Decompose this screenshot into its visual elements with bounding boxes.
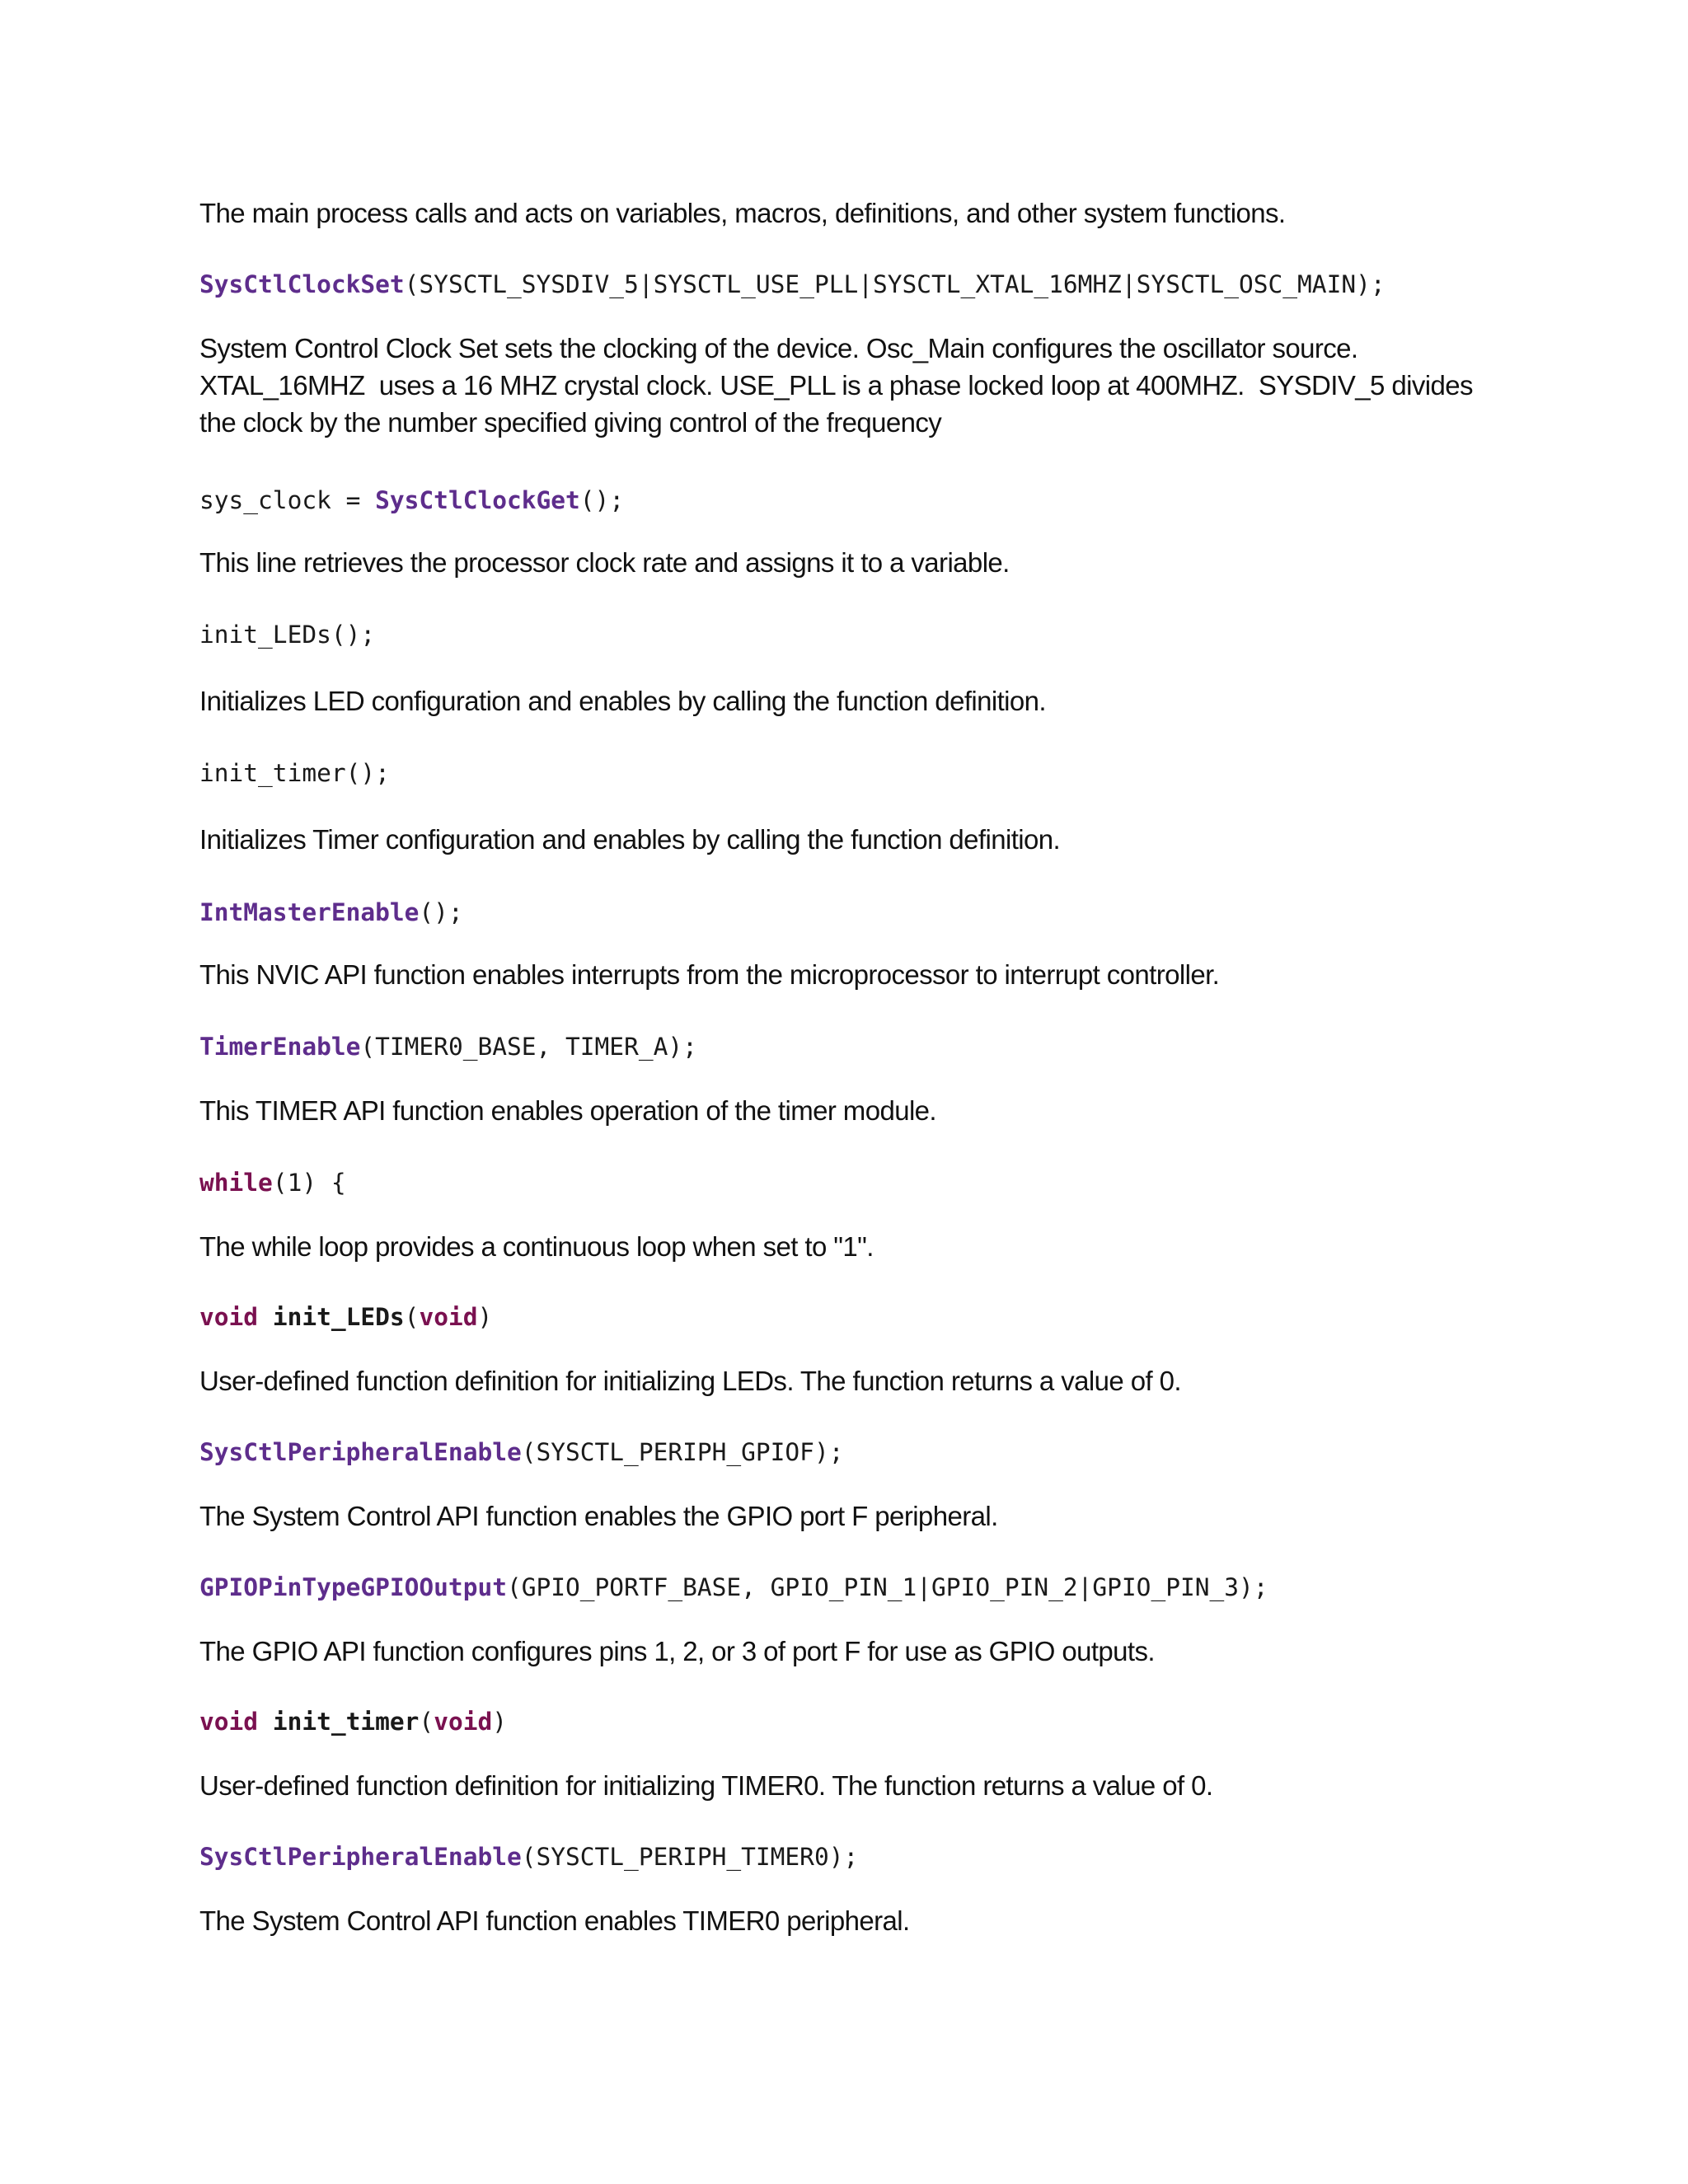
- code-line-init-leds-call: init_LEDs();: [199, 621, 376, 649]
- function-args: (TIMER0_BASE, TIMER_A);: [360, 1033, 697, 1061]
- description-line: the clock by the number specified giving control of the frequency: [199, 407, 942, 438]
- code-line-init-leds-definition: [199, 1301, 492, 1333]
- code-line-sysctlperipheralenable-gpiof: [199, 1436, 843, 1469]
- code-line-gpiopintypegpiooutput: [199, 1571, 1268, 1604]
- assignment-target: sys_clock =: [199, 486, 376, 514]
- description-line: Initializes Timer configuration and enables by calling the function definition.: [199, 824, 1061, 855]
- function-name: SysCtlPeripheralEnable: [199, 1843, 522, 1871]
- description-line: This TIMER API function enables operation of the timer module.: [199, 1095, 937, 1126]
- return-type-keyword: void: [199, 1708, 259, 1736]
- description-line: User-defined function definition for initializing TIMER0. The function returns a value of 0.: [199, 1770, 1213, 1801]
- function-args: ();: [579, 486, 625, 514]
- function-name: SysCtlPeripheralEnable: [199, 1438, 522, 1466]
- code-line-sysctlclockset: [199, 268, 1386, 301]
- function-name: init_LEDs: [272, 1303, 405, 1331]
- intro-paragraph: The main process calls and acts on variables, macros, definitions, and other system functions.: [199, 198, 1286, 228]
- description-line: XTAL_16MHZ uses a 16 MHZ crystal clock. USE_PLL is a phase locked loop at 400MHZ. SYSDIV_5 divides: [199, 370, 1473, 401]
- open-paren: (: [419, 1708, 434, 1736]
- function-name: TimerEnable: [199, 1033, 361, 1061]
- description-line: The while loop provides a continuous loop when set to "1".: [199, 1231, 874, 1262]
- return-type-keyword: void: [199, 1303, 259, 1331]
- description-line: The System Control API function enables the GPIO port F peripheral.: [199, 1501, 998, 1531]
- param-keyword: void: [434, 1708, 493, 1736]
- function-args: (SYSCTL_PERIPH_GPIOF);: [521, 1438, 844, 1466]
- code-line-intmasterenable: [199, 896, 463, 929]
- function-args: (SYSCTL_SYSDIV_5|SYSCTL_USE_PLL|SYSCTL_XTAL_16MHZ|SYSCTL_OSC_MAIN);: [404, 270, 1386, 298]
- code-line-init-timer-definition: [199, 1705, 507, 1738]
- close-paren: ): [477, 1303, 493, 1331]
- description-line: System Control Clock Set sets the clocking of the device. Osc_Main configures the oscillator source.: [199, 333, 1358, 363]
- description-line: User-defined function definition for initializing LEDs. The function returns a value of 0.: [199, 1366, 1181, 1396]
- function-name: init_timer: [272, 1708, 420, 1736]
- function-name: SysCtlClockSet: [199, 270, 405, 298]
- code-line-sysctlclockget: [199, 484, 624, 517]
- open-paren: (: [404, 1303, 420, 1331]
- code-line-sysctlperipheralenable-timer0: [199, 1840, 858, 1873]
- loop-condition: (1) {: [272, 1169, 346, 1197]
- code-line-timerenable: [199, 1030, 697, 1063]
- keyword: while: [199, 1169, 273, 1197]
- function-name: GPIOPinTypeGPIOOutput: [199, 1573, 507, 1601]
- function-args: ();: [419, 898, 463, 926]
- description-line: The GPIO API function configures pins 1, 2, or 3 of port F for use as GPIO outputs.: [199, 1636, 1155, 1666]
- description-line: Initializes LED configuration and enables by calling the function definition.: [199, 686, 1046, 716]
- function-name: SysCtlClockGet: [375, 486, 580, 514]
- code-line-init-timer-call: init_timer();: [199, 759, 390, 787]
- param-keyword: void: [419, 1303, 478, 1331]
- code-line-while-loop: [199, 1166, 346, 1199]
- function-args: (GPIO_PORTF_BASE, GPIO_PIN_1|GPIO_PIN_2|GPIO_PIN_3);: [506, 1573, 1268, 1601]
- description-line: This NVIC API function enables interrupts from the microprocessor to interrupt controller.: [199, 959, 1220, 990]
- description-line: The System Control API function enables TIMER0 peripheral.: [199, 1905, 910, 1936]
- close-paren: ): [492, 1708, 507, 1736]
- function-name: IntMasterEnable: [199, 898, 420, 926]
- description-line: This line retrieves the processor clock rate and assigns it to a variable.: [199, 547, 1010, 578]
- function-args: (SYSCTL_PERIPH_TIMER0);: [521, 1843, 859, 1871]
